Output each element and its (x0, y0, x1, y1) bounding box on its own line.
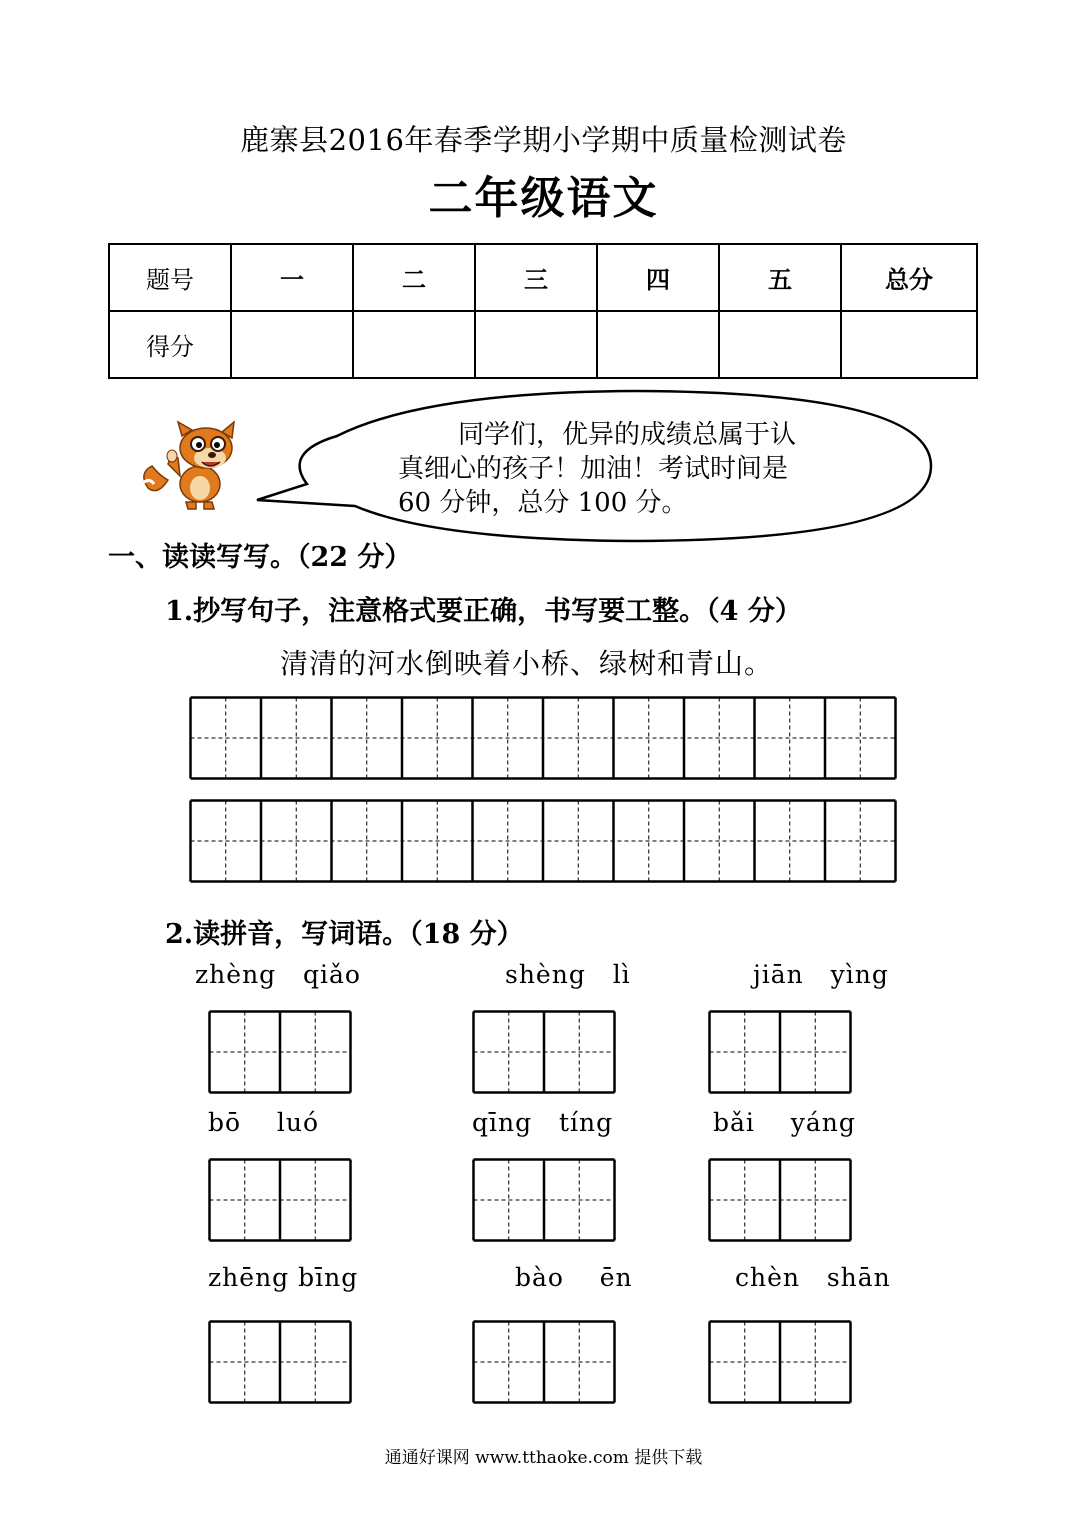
pinyin-label: bō luó (208, 1108, 320, 1137)
score-table (108, 243, 978, 379)
exam-title: 二年级语文 (428, 173, 659, 224)
bubble-message (398, 418, 838, 520)
score-header-cell: 一 (231, 244, 353, 311)
score-input-cell[interactable] (231, 311, 353, 378)
score-input-cell[interactable] (597, 311, 719, 378)
word-writing-box[interactable] (472, 1010, 616, 1094)
word-writing-box[interactable] (472, 1158, 616, 1242)
bubble-line: 同学们，优异的成绩总属于认 (458, 420, 797, 450)
pinyin-label: bǎi yáng (713, 1108, 856, 1137)
score-header-cell: 总分 (841, 244, 977, 311)
pinyin-label: bào ēn (515, 1263, 633, 1292)
score-input-cell[interactable] (475, 311, 597, 378)
score-input-cell[interactable] (719, 311, 841, 378)
word-writing-box[interactable] (708, 1010, 852, 1094)
score-header-cell: 二 (353, 244, 475, 311)
bubble-line: 真细心的孩子！加油！考试时间是 (398, 454, 789, 484)
word-writing-box[interactable] (472, 1320, 616, 1404)
score-row-label: 得分 (109, 311, 231, 378)
writing-grid-row-2[interactable] (189, 799, 899, 883)
pinyin-label: zhēng bīng (208, 1263, 359, 1292)
pinyin-label: qīng tíng (472, 1108, 614, 1137)
pinyin-label: shèng lì (505, 960, 631, 989)
pinyin-label: chèn shān (735, 1263, 891, 1292)
question1-heading: 1.抄写句子，注意格式要正确，书写要工整。（4 分） (165, 596, 802, 627)
word-writing-box[interactable] (208, 1010, 352, 1094)
score-header-cell: 五 (719, 244, 841, 311)
score-table-header-row (109, 244, 977, 311)
score-input-cell[interactable] (353, 311, 475, 378)
footer-credit: 通通好课网 www.tthaoke.com 提供下载 (384, 1448, 703, 1468)
exam-subtitle: 鹿寨县2016年春季学期小学期中质量检测试卷 (240, 123, 847, 157)
fox-mascot-thumbs-up-icon (138, 418, 250, 510)
word-writing-box[interactable] (708, 1320, 852, 1404)
pinyin-label: jiān yìng (753, 960, 889, 989)
word-writing-box[interactable] (208, 1320, 352, 1404)
score-header-cell: 四 (597, 244, 719, 311)
copy-sentence: 清清的河水倒映着小桥、绿树和青山。 (280, 647, 774, 680)
word-writing-box[interactable] (708, 1158, 852, 1242)
section1-heading: 一、读读写写。（22 分） (108, 542, 412, 573)
word-writing-box[interactable] (208, 1158, 352, 1242)
score-header-cell: 三 (475, 244, 597, 311)
pinyin-label: zhèng qiǎo (195, 960, 361, 989)
writing-grid-row-1[interactable] (189, 696, 899, 780)
score-header-cell: 题号 (109, 244, 231, 311)
question2-heading: 2.读拼音，写词语。（18 分） (165, 919, 524, 950)
score-table-score-row (109, 311, 977, 378)
bubble-line: 60 分钟，总分 100 分。 (398, 488, 688, 518)
score-input-cell[interactable] (841, 311, 977, 378)
